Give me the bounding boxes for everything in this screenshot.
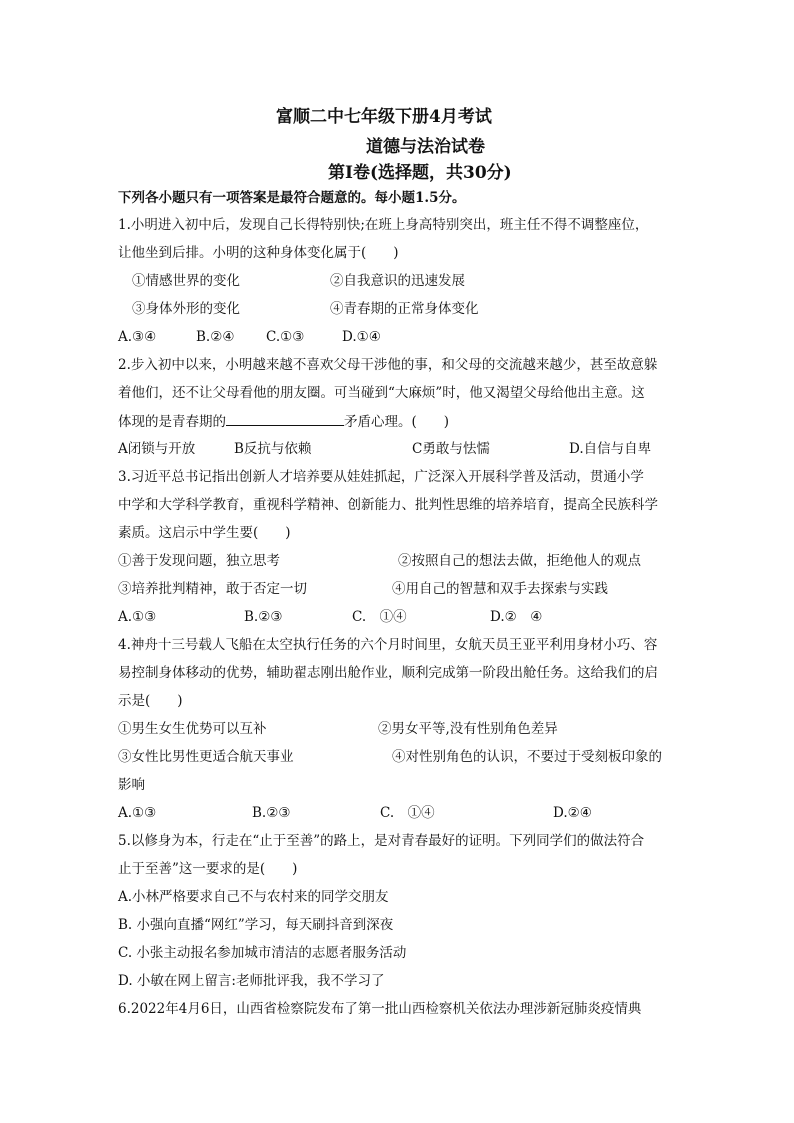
q4-option-4: ④对性别角色的认识，不要过于受刻板印象的 (392, 749, 662, 765)
q1-answer-b: B.②④ (196, 329, 235, 345)
q1-answer-c: C.①③ (266, 329, 305, 345)
q5-stem-line-2: 止于至善”这一要求的是( ) (118, 861, 298, 877)
q3-answer-c: C. ①④ (352, 609, 407, 625)
q1-option-1: ①情感世界的变化 (132, 273, 240, 289)
q1-option-3: ③身体外形的变化 (132, 301, 240, 317)
q3-stem-line-2: 中学和大学科学教育，重视科学精神、创新能力、批判性思维的培养培育，提高全民族科学 (118, 497, 658, 513)
q3-stem-line-3: 素质。这启示中学生要( ) (118, 525, 291, 541)
q4-answer-c: C. ①④ (380, 805, 435, 821)
q3-option-1: ①善于发现问题，独立思考 (118, 553, 280, 569)
q2-stem-line-2: 着他们，还不让父母看他的朋友圈。可当碰到“大麻烦”时，他又渴望父母给他出主意。这 (118, 385, 645, 401)
q2-answer-c: C勇敢与怯懦 (412, 441, 490, 457)
q1-stem-line-1: 1.小明进入初中后，发现自己长得特别快;在班上身高特别突出，班主任不得不调整座位， (118, 217, 649, 233)
school-title: 富顺二中七年级下册4月考试 (276, 107, 492, 127)
q3-answer-d: D.② ④ (490, 609, 543, 625)
q1-answer-d: D.①④ (342, 329, 381, 345)
q2-answer-a: A闭锁与开放 (118, 441, 196, 457)
q2-stem-line-3 (118, 412, 449, 431)
q3-answer-a: A.①③ (118, 609, 157, 625)
q2-answer-d: D.自信与自卑 (569, 441, 652, 457)
q5-answer-b: B. 小强向直播“网红”学习，每天刷抖音到深夜 (118, 917, 394, 933)
q4-answer-d: D.②④ (553, 805, 592, 821)
subject-title: 道德与法治试卷 (366, 137, 485, 157)
instruction: 下列各小题只有一项答案是最符合题意的。每小题1.5分。 (118, 190, 466, 206)
q4-answer-a: A.①③ (118, 805, 157, 821)
q5-answer-a: A.小林严格要求自己不与农村来的同学交朋友 (118, 889, 389, 905)
q2-stem-line-1: 2.步入初中以来，小明越来越不喜欢父母干涉他的事，和父母的交流越来越少，甚至故意躲 (118, 357, 658, 373)
q6-stem-line-1: 6.2022年4月6日，山西省检察院发布了第一批山西检察机关依法办理涉新冠肺炎疫情典 (118, 1001, 642, 1017)
q1-stem-line-2: 让他坐到后排。小明的这种身体变化属于( ) (118, 245, 399, 261)
q4-option-3: ③女性比男性更适合航天事业 (118, 749, 294, 765)
q2-answer-b: B反抗与依赖 (234, 441, 312, 457)
q1-option-4: ④青春期的正常身体变化 (330, 301, 479, 317)
q3-answer-b: B.②③ (244, 609, 283, 625)
fill-in-blank (226, 412, 344, 426)
q4-stem-line-3: 示是( ) (118, 693, 183, 709)
q4-option-1: ①男生女生优势可以互补 (118, 721, 267, 737)
section-title: 第Ⅰ卷(选择题，共30分) (328, 163, 512, 183)
q3-stem-line-1: 3.习近平总书记指出创新人才培养要从娃娃抓起，广泛深入开展科学普及活动，贯通小学 (118, 469, 644, 485)
q4-option-2: ②男女平等,没有性别角色差异 (378, 721, 558, 737)
q4-stem-line-2: 易控制身体移动的优势，辅助翟志刚出舱作业，顺利完成第一阶段出舱任务。这给我们的启 (118, 665, 658, 681)
q1-option-2: ②自我意识的迅速发展 (330, 273, 465, 289)
q4-stem-line-1: 4.神舟十三号载人飞船在太空执行任务的六个月时间里，女航天员王亚平利用身材小巧、容 (118, 637, 658, 653)
q3-option-3: ③培养批判精神，敢于否定一切 (118, 581, 307, 597)
q5-answer-c: C. 小张主动报名参加城市清洁的志愿者服务活动 (118, 945, 407, 961)
q4-answer-b: B.②③ (252, 805, 291, 821)
q5-stem-line-1: 5.以修身为本，行走在“止于至善”的路上，是对青春最好的证明。下列同学们的做法符合 (118, 833, 645, 849)
q1-answer-a: A.③④ (118, 329, 157, 345)
q2-stem-text-before-blank: 体现的是青春期的 (118, 414, 226, 430)
q2-stem-text-after-blank: 矛盾心理。( ) (344, 414, 450, 430)
q3-option-2: ②按照自己的想法去做，拒绝他人的观点 (398, 553, 641, 569)
q5-answer-d: D. 小敏在网上留言:老师批评我，我不学习了 (118, 973, 385, 989)
q4-option-4-continued: 影响 (118, 777, 145, 793)
q3-option-4: ④用自己的智慧和双手去探索与实践 (392, 581, 608, 597)
